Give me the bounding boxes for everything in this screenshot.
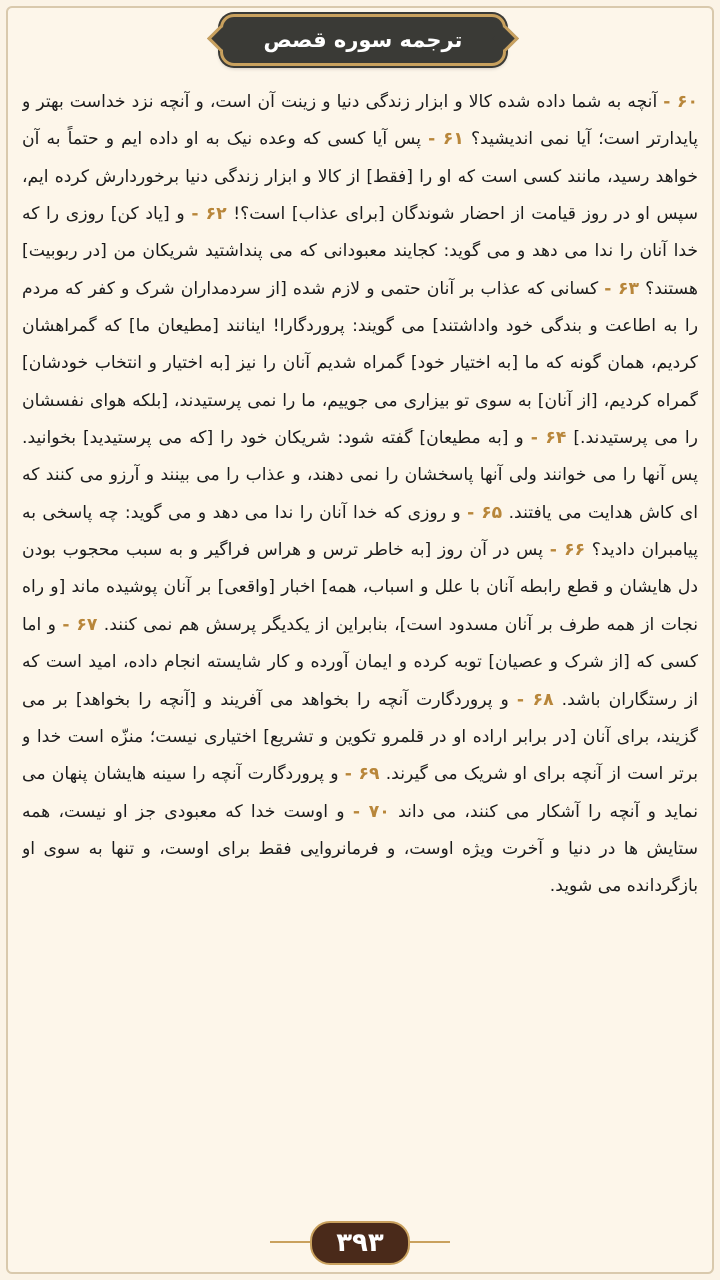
verse-number: ۶۲ - (191, 204, 227, 225)
verse-number: ۶۱ - (428, 129, 464, 150)
page-number: ۳۹۳ (336, 1228, 384, 1258)
verse-text: و اما کسی که [از شرک و عصیان] توبه کرده و ایمان آورده و کار شایسته انجام داده، امید است که از رستگاران باشد. (22, 614, 698, 710)
page-number-badge (310, 1221, 410, 1265)
verse-text: و اوست خدا که معبودی جز او نیست، همه ستایش ها در دنیا و آخرت ویژه اوست، و فرمانروایی فقط برای اوست، و تنها به سوی او بازگردانده می شوید. (22, 801, 698, 897)
verse-number: ۷۰ - (352, 801, 390, 822)
verse-text: آنچه به شما داده شده کالا و ابزار زندگی دنیا و زینت آن است، و آنچه نزد خداست بهتر و پایدارتر است؛ آیا نمی اندیشید؟ (22, 92, 698, 150)
verse-text: پس در آن روز [به خاطر ترس و هراس فراگیر و به سبب محجوب بودن دل هایشان و قطع رابطه آنان با علل و اسباب، همه] اخبار [واقعی] بر آنان پوشیده ماند [و راه نجات از همه طرف بر آنان مسدود است]، بنابراین از یکدیگر پرسش هم نمی کنند. (22, 540, 698, 635)
translation-text (22, 84, 698, 1204)
verse-text: کسانی که عذاب بر آنان حتمی و لازم شده [از سردمداران شرک و کفر که مردم را به اطاعت و بندگی خود واداشتند] می گویند: پروردگارا! اینانند [مطیعان ما] که گمراهشان کردیم، همان گونه که ما [به اختیار خود] گمراه شدیم آنان را نیز [به اختیار و انتخاب خودشان] گمراه کردیم، [از آنان] به سوی تو بیزاری می جوییم، ما را نمی پرستیدند، [بلکه هوای نفسشان را می پرستیدند.] (22, 278, 698, 449)
verse-number: ۶۷ - (62, 614, 98, 635)
verse-text: و [به مطیعان] گفته شود: شریکان خود را [که می پرستیدید] بخوانید. پس آنها را می خوانند ولی آنها پاسخشان را نمی دهند، و عذاب را می بینند و آرزو می کنند که ای کاش هدایت می یافتند. (22, 428, 698, 523)
page-number-area (300, 1218, 420, 1268)
verse-text: و روزی که خدا آنان را ندا می دهد و می گوید: چه پاسخی به پیامبران دادید؟ (22, 502, 698, 561)
verse-text: و [یاد کن] روزی را که خدا آنان را ندا می دهد و می گوید: کجایند معبودانی که می پنداشتید شریکان من [در ربوبیت] هستند؟ (22, 204, 698, 299)
verse-number: ۶۰ - (663, 92, 698, 112)
verse-number: ۶۸ - (516, 689, 554, 710)
title-banner (220, 14, 506, 66)
verse-number: ۶۳ - (604, 278, 639, 299)
verse-number: ۶۹ - (344, 764, 380, 785)
verse-text: و پروردگارت آنچه را بخواهد می آفریند و [آنچه را بخواهد] بر می گزیند، برای آنان [در برابر اراده او در قلمرو تکوین و تشریع] اختیاری نیست؛ منزّه است خدا و برتر است از آنچه برای او شریک می گیرند. (22, 689, 698, 785)
verse-number: ۶۶ - (549, 540, 586, 561)
verse-number: ۶۵ - (467, 502, 503, 523)
verse-number: ۶۴ - (530, 428, 567, 449)
verse-text: و پروردگارت آنچه را سینه هایشان پنهان می نماید و آنچه را آشکار می کنند، می داند (22, 764, 698, 822)
verse-text: پس آیا کسی که وعده نیک به او داده ایم و حتماً به آن خواهد رسید، مانند کسی است که او را [فقط] از کالا و ابزار زندگی دنیا برخوردارش کرده ایم، سپس او در روز قیامت از احضار شوندگان [برای عذاب] است؟! (22, 129, 698, 225)
page-title: ترجمه سوره قصص (263, 28, 463, 52)
